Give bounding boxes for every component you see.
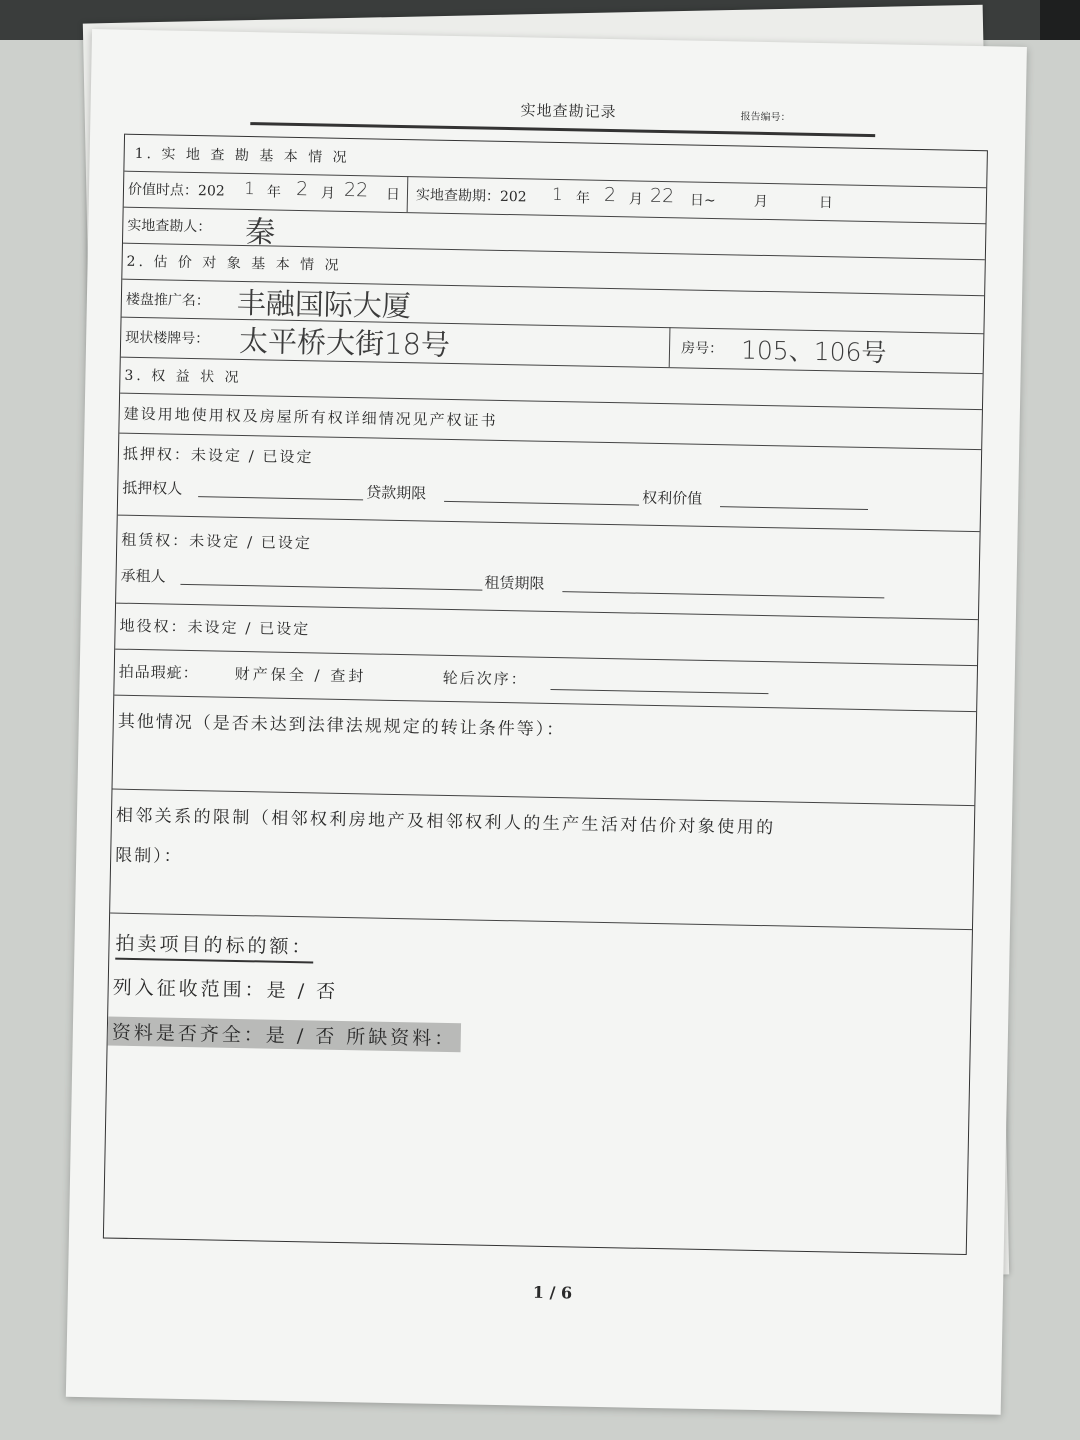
priority-blank [550,689,768,694]
value-date-month-handwritten: 2 [295,177,309,201]
defect-options: 财产保全 / 查封 [234,664,367,686]
lessee-blank [180,584,482,591]
claim-value-blank [720,506,868,510]
loan-term-blank [444,501,639,506]
auction-section [104,913,972,1254]
other-conditions-label: 其他情况（是否未达到法律法规规定的转让条件等）： [117,711,566,741]
surveyor-label: 实地查勘人： [127,217,212,236]
value-date-year-handwritten: 1 [243,178,256,200]
report-number-label: 报告编号： [740,111,791,124]
survey-form-table [103,134,988,1255]
mortgage-label: 抵押权：未设定 / 已设定 [122,444,314,467]
survey-date-year-handwritten: 1 [551,184,564,206]
survey-end-day-label: 日 [818,195,834,212]
expropriation-label: 列入征收范围：是 / 否 [112,976,339,1003]
lease-term-blank [562,591,884,598]
building-number-label: 现状楼牌号： [125,329,210,348]
survey-date-day-handwritten: 22 [649,184,675,208]
survey-end-month-label: 月 [753,193,769,211]
section-1-heading: 1. 实 地 查 勘 基 本 情 况 [134,145,350,166]
page-number: 1 / 6 [532,1282,573,1303]
year-label: 年 [266,184,282,201]
adjacent-restrictions-label-2: 限制）： [115,845,183,867]
other-conditions-row [112,695,976,807]
project-name-label: 楼盘推广名： [125,291,211,310]
survey-date-month-handwritten: 2 [603,183,617,207]
day-label: 日 [385,186,401,203]
room-number-label: 房号： [680,340,724,358]
survey-date-label: 实地查勘期：202 [415,187,527,206]
docs-complete-label: 资料是否齐全：是 / 否 所缺资料： [108,1017,461,1053]
document-header [250,94,875,137]
adjacent-restrictions-label-1: 相邻关系的限制（相邻权利房地产及相邻权利人的生产生活对估价对象使用的 [115,805,776,839]
dates-divider [407,176,409,212]
defect-label: 拍品瑕疵： [118,662,199,683]
survey-month-label: 月 [628,191,644,208]
document-page [66,29,1027,1415]
adjacent-restrictions-row [110,789,974,931]
document-title: 实地查勘记录 [520,101,617,122]
claim-value-label: 权利价值 [642,488,703,508]
room-number-handwritten: 105、106号 [740,335,887,368]
auction-target-label: 拍卖项目的标的额： [115,929,314,964]
value-date-day-handwritten: 22 [343,178,369,202]
land-rights-note: 建设用地使用权及房屋所有权详细情况见产权证书 [123,404,498,430]
building-number-handwritten: 太平桥大街18号 [238,323,451,362]
survey-day-label: 日~ [689,192,716,210]
easement-label: 地役权：未设定 / 已设定 [119,616,311,639]
lease-label: 租赁权：未设定 / 已设定 [121,530,313,553]
project-name-handwritten: 丰融国际大厦 [236,285,412,324]
value-date-label: 价值时点：202 [127,181,225,200]
mortgagee-blank [198,496,363,500]
month-label: 月 [320,185,336,202]
survey-year-label: 年 [575,190,591,207]
lessee-label: 承租人 [120,566,166,586]
section-2-heading: 2. 估 价 对 象 基 本 情 况 [126,253,342,274]
lease-term-label: 租赁期限 [484,573,545,593]
room-number-divider [669,327,671,367]
priority-label: 轮后次序： [442,668,528,689]
surveyor-handwritten: 秦 [244,215,276,251]
section-3-heading: 3. 权 益 状 况 [124,367,242,386]
loan-term-label: 贷款期限 [366,483,427,503]
mortgagee-label: 抵押权人 [122,478,183,498]
